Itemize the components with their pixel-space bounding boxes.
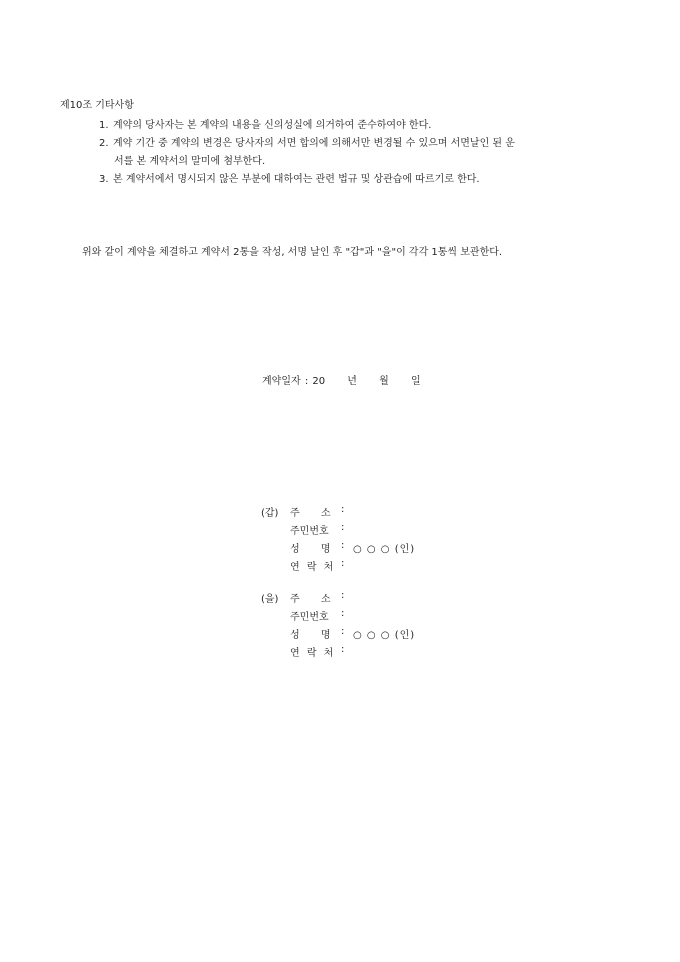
field-colon: :	[341, 504, 345, 515]
field-colon: :	[341, 558, 345, 569]
party-a-contact-label: 연 락 처	[290, 562, 334, 573]
item-text: 본 계약서에서 명시되지 않은 부분에 대하여는 관련 법규 및 상관습에 따르기로 한다.	[113, 174, 480, 185]
field-colon: :	[341, 590, 345, 601]
party-b-name-label: 성 명	[290, 630, 331, 641]
party-b-contact-label: 연 락 처	[290, 648, 334, 659]
item-number: 1.	[99, 120, 109, 131]
closing-statement: 위와 같이 계약을 체결하고 계약서 2통을 작성, 서명 날인 후 "갑"과 "을"이 각각 1통씩 보관한다.	[82, 247, 503, 258]
year-unit: 년	[347, 376, 357, 387]
item-text-continuation: 서를 본 계약서의 말미에 첨부한다.	[114, 156, 266, 167]
party-a-tag: (갑)	[261, 508, 279, 519]
field-colon: :	[341, 608, 345, 619]
date-label: 계약일자 : 20	[262, 376, 326, 387]
article-title: 제10조 기타사항	[60, 100, 134, 111]
field-colon: :	[341, 522, 345, 533]
field-colon: :	[341, 626, 345, 637]
party-b-name-value: ○ ○ ○ (인)	[353, 630, 416, 641]
article-item	[99, 170, 480, 185]
party-a-id-label: 주민번호	[290, 526, 329, 537]
party-b-id-label: 주민번호	[290, 612, 329, 623]
item-number: 2.	[99, 138, 109, 149]
party-a-name-value: ○ ○ ○ (인)	[353, 544, 416, 555]
month-unit: 월	[379, 376, 389, 387]
field-colon: :	[341, 540, 345, 551]
article-item	[99, 116, 431, 131]
article-item	[99, 134, 515, 149]
item-number: 3.	[99, 174, 109, 185]
item-text: 계약의 당사자는 본 계약의 내용을 신의성실에 의거하여 준수하여야 한다.	[113, 120, 432, 131]
party-a-name-label: 성 명	[290, 544, 331, 555]
item-text: 계약 기간 중 계약의 변경은 당사자의 서면 합의에 의해서만 변경될 수 있으며 서면날인 된 운	[113, 138, 515, 149]
party-b-tag: (을)	[261, 594, 279, 605]
day-unit: 일	[411, 376, 421, 387]
party-a-address-label: 주 소	[290, 508, 331, 519]
contract-date	[262, 372, 421, 387]
field-colon: :	[341, 644, 345, 655]
party-b-address-label: 주 소	[290, 594, 331, 605]
